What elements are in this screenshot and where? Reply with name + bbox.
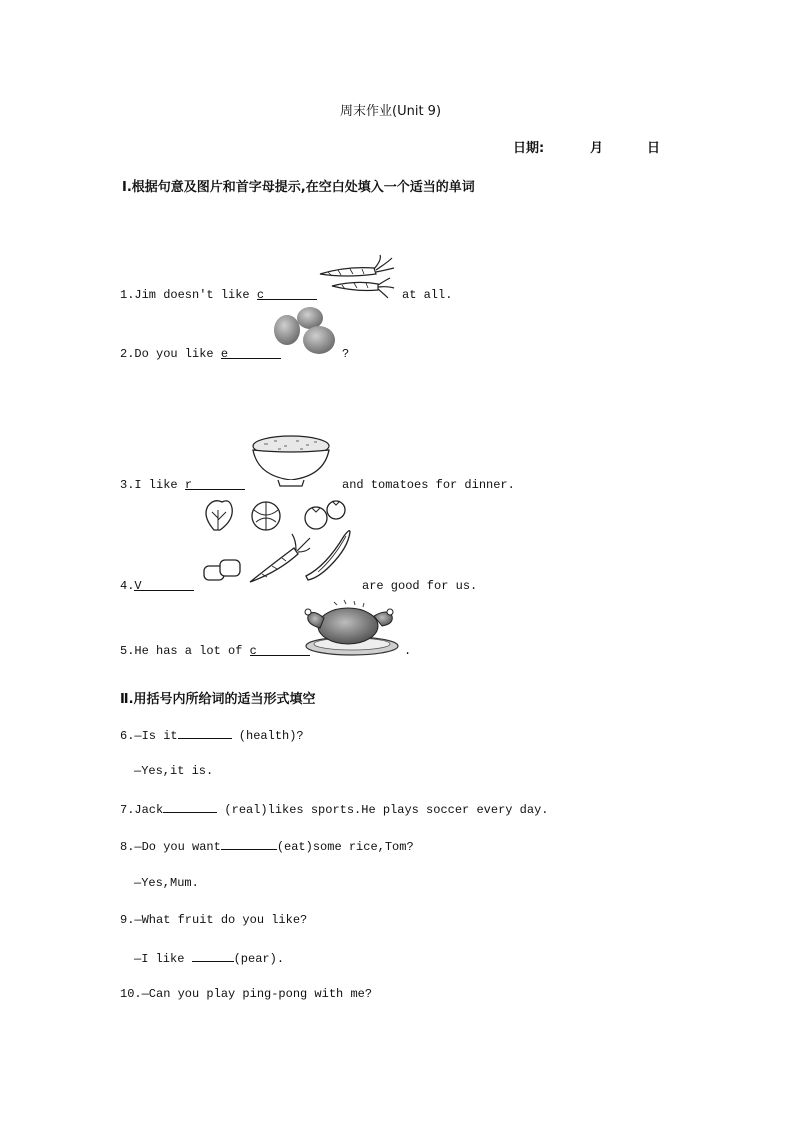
month-label: 月 [590,141,604,156]
hint-letter-5: c [249,644,257,658]
question-5 [120,644,310,658]
answer-blank-7[interactable] [163,801,217,813]
answer-blank-6[interactable] [178,727,232,739]
question-5-text: 5.He has a lot of [120,644,250,658]
roast-chicken-icon [304,598,400,658]
question-3-text: 3.I like [120,478,185,492]
question-4 [120,579,194,593]
section1-heading: Ⅰ.根据句意及图片和首字母提示,在空白处填入一个适当的单词 [122,180,475,195]
answer-blank-9[interactable] [192,950,234,962]
question-9: 9.—What fruit do you like? [120,913,308,927]
question-2-end: ? [342,347,350,361]
answer-blank-8[interactable] [221,838,277,850]
question-2 [120,347,281,361]
question-7-hint: (real)likes sports.He plays soccer every day. [217,803,549,817]
rice-bowl-icon [248,432,334,490]
question-7 [120,801,548,817]
hint-letter-4: V [134,579,142,593]
question-6-text: 6.—Is it [120,729,178,743]
page-title: 周末作业(Unit 9) [340,104,442,119]
question-3-end: and tomatoes for dinner. [342,478,515,492]
answer-line-8: —Yes,Mum. [134,876,199,890]
date-label: 日期: [513,141,545,156]
hint-letter-3: r [184,478,193,492]
question-2-text: 2.Do you like [120,347,221,361]
eggs-icon [272,304,338,356]
answer-line-6: —Yes,it is. [134,764,214,778]
answer-line-9-hint: (pear). [233,952,285,966]
answer-blank-4[interactable] [134,579,194,591]
question-8-hint: (eat)some rice,Tom? [276,840,414,854]
answer-blank-3[interactable] [185,478,245,490]
question-7-text: 7.Jack [120,803,164,817]
question-3 [120,478,245,492]
answer-blank-1[interactable] [257,288,317,300]
vegetables-icon [200,496,356,586]
question-6 [120,727,304,743]
question-10: 10.—Can you play ping-pong with me? [120,987,373,1001]
question-6-hint: (health)? [231,729,304,743]
day-label: 日 [647,141,661,156]
answer-line-9 [134,950,284,966]
question-5-end: . [404,644,412,658]
section2-heading: Ⅱ.用括号内所给词的适当形式填空 [120,692,316,707]
question-1 [120,288,317,302]
hint-letter-1: c [256,288,265,302]
answer-line-9-text: —I like [134,952,192,966]
question-1-text: 1.Jim doesn't like [120,288,257,302]
answer-blank-5[interactable] [250,644,310,656]
question-4-end: are good for us. [362,579,478,593]
carrots-icon [316,252,396,300]
question-1-end: at all. [402,288,453,302]
question-4-text: 4. [120,579,135,593]
question-8-text: 8.—Do you want [120,840,221,854]
hint-letter-2: e [220,347,229,361]
question-8 [120,838,414,854]
